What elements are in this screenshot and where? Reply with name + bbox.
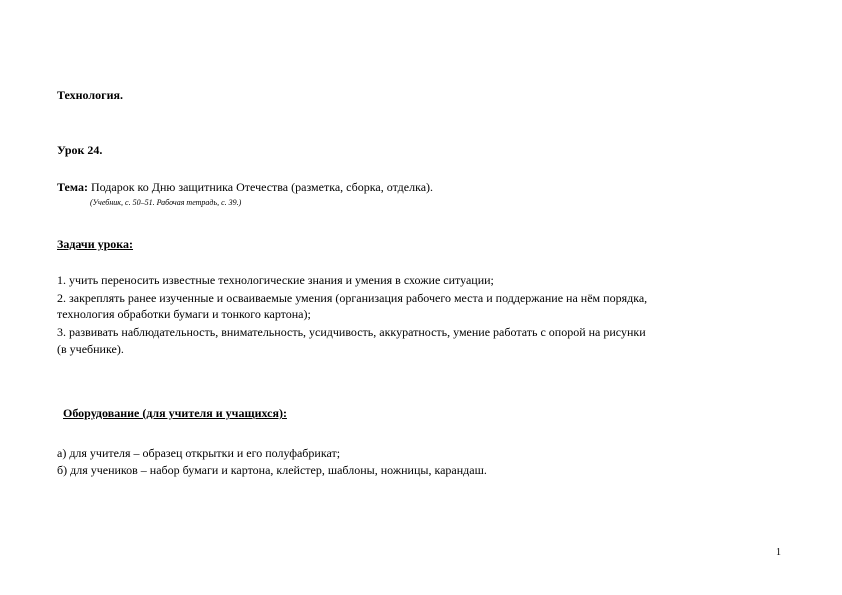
page-number: 1 <box>776 547 781 558</box>
task-item-3-cont: (в учебнике). <box>57 342 124 356</box>
topic-line <box>57 180 433 194</box>
task-item-3: 3. развивать наблюдательность, внимательность, усидчивость, аккуратность, умение работать с опорой на рисунки <box>57 325 646 339</box>
equipment-item-students: б) для учеников – набор бумаги и картона, клейстер, шаблоны, ножницы, карандаш. <box>57 463 487 477</box>
equipment-item-teacher: а) для учителя – образец открытки и его полуфабрикат; <box>57 446 341 460</box>
equipment-heading: Оборудование (для учителя и учащихся): <box>63 406 287 420</box>
subject-heading: Технология. <box>57 88 123 102</box>
task-item-2-cont: технология обработки бумаги и тонкого картона); <box>57 307 311 321</box>
topic-label: Тема: <box>57 180 88 194</box>
lesson-heading: Урок 24. <box>57 143 103 157</box>
task-item-2: 2. закреплять ранее изученные и осваиваемые умения (организация рабочего места и поддержание на нём порядка, <box>57 291 648 305</box>
task-item-1: 1. учить переносить известные технологические знания и умения в схожие ситуации; <box>57 273 494 287</box>
topic-text: Подарок ко Дню защитника Отечества (разметка, сборка, отделка). <box>87 180 434 194</box>
tasks-heading: Задачи урока: <box>57 237 134 251</box>
textbook-reference: (Учебник, с. 50–51. Рабочая тетрадь, с. 39.) <box>90 198 242 207</box>
